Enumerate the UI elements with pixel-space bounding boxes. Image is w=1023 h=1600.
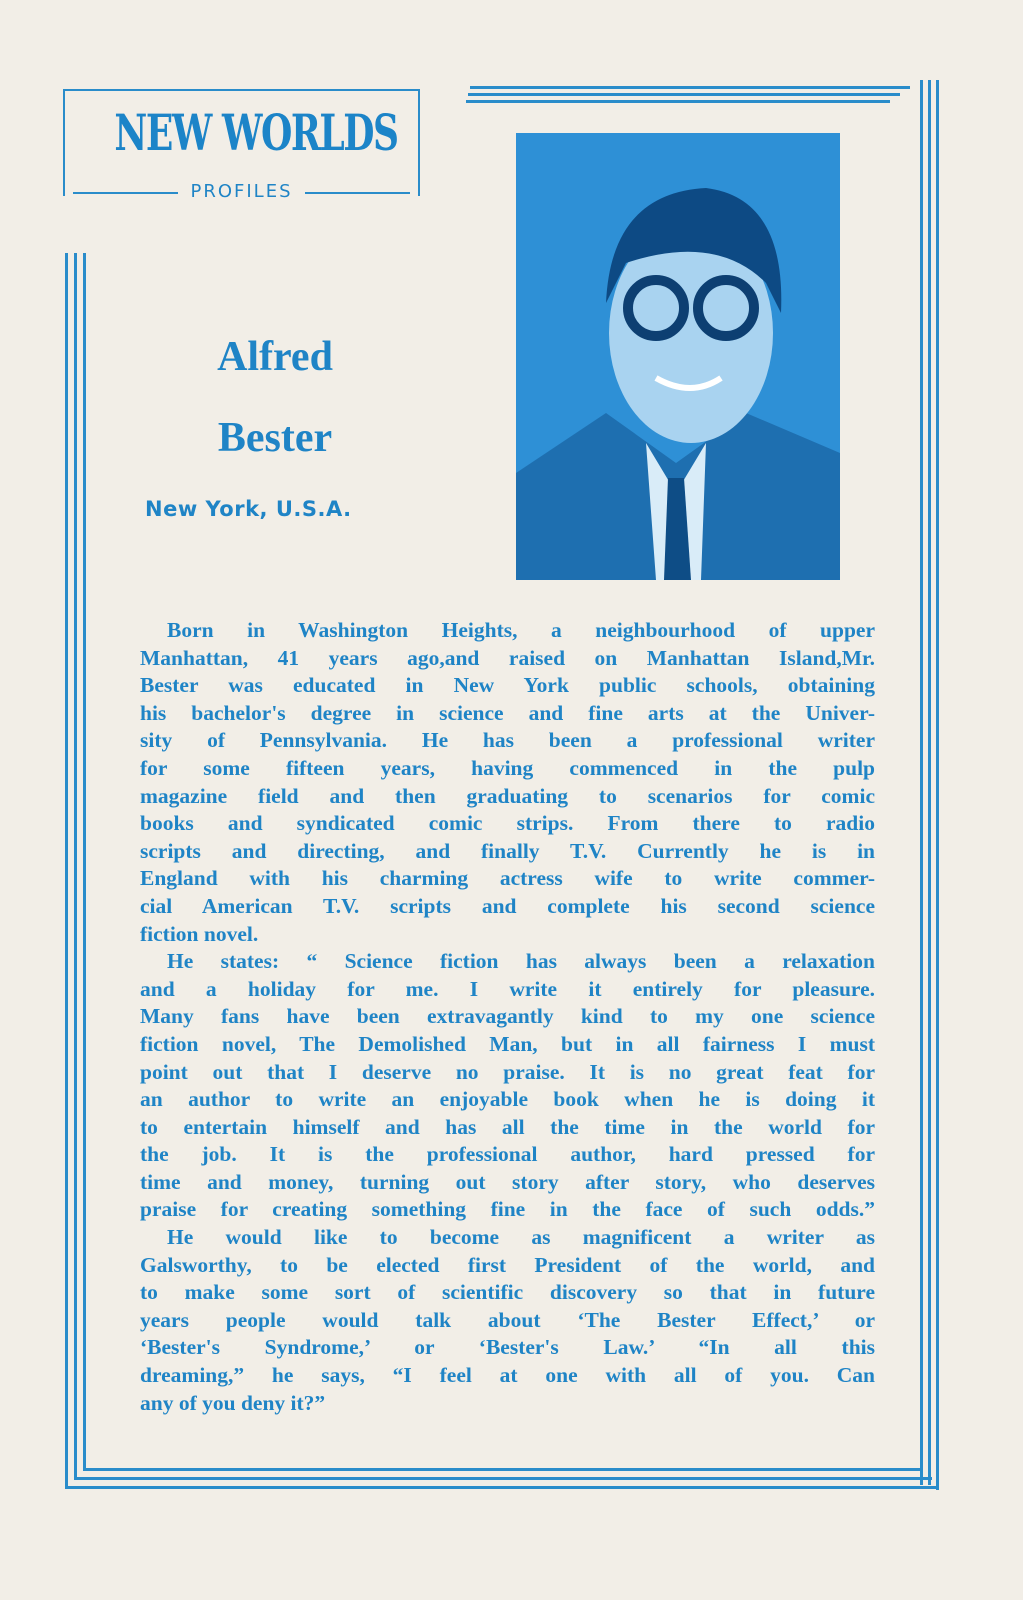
profile-body [140,617,875,1417]
border-top-line [468,93,900,96]
text-line: Many fans have been extravagantly kind to my one science [140,1004,875,1029]
author-first-name: Alfred [217,334,333,380]
text-line: ‘Bester's Syndrome,’ or ‘Bester's Law.’ “In all this [140,1335,875,1360]
text-line: cial American T.V. scripts and complete his second science [140,893,875,918]
text-line: an author to write an enjoyable book when he is doing it [140,1087,875,1112]
text-line: England with his charming actress wife to write commer- [140,866,875,891]
text-line: his bachelor's degree in science and fine arts at the Univer- [140,700,875,725]
text-line: Born in Washington Heights, a neighbourhood of upper [167,618,875,642]
border-top-line [470,86,910,89]
text-line: praise for creating something fine in the face of such odds.” [140,1197,875,1222]
text-line: time and money, turning out story after story, who deserves [140,1169,875,1194]
masthead [63,89,420,202]
paragraph [140,617,875,948]
text-line: to entertain himself and has all the time in the world for [140,1114,875,1139]
text-line: books and syndicated comic strips. From there to radio [140,811,875,836]
paragraph [140,1224,875,1417]
border-bottom-line [83,1468,923,1471]
text-line: Galsworthy, to be elected first President of the world, and [140,1252,875,1277]
border-left-line [65,253,68,1488]
text-line: sity of Pennsylvania. He has been a professional writer [140,728,875,753]
text-line: magazine field and then graduating to scenarios for comic [140,783,875,808]
paragraph [140,948,875,1224]
border-right-line [920,80,923,1485]
border-right-line [936,80,939,1490]
text-line: dreaming,” he says, “I feel at one with all of you. Can [140,1363,875,1388]
border-bottom-line [74,1477,932,1480]
masthead-title: NEW WORLDS [114,103,398,162]
author-location: New York, U.S.A. [145,497,352,521]
author-last-name: Bester [217,415,333,461]
text-line: to make some sort of scientific discovery so that in future [140,1280,875,1305]
text-line: and a holiday for me. I write it entirely for pleasure. [140,976,875,1001]
text-line: point out that I deserve no praise. It is no great feat for [140,1059,875,1084]
text-line: He states: “ Science fiction has always been a relaxation [167,949,875,974]
border-top-line [466,100,890,103]
text-line: years people would talk about ‘The Bester Effect,’ or [140,1307,875,1332]
masthead-subtitle: PROFILES [178,181,304,202]
text-line: the job. It is the professional author, hard pressed for [140,1142,875,1167]
text-line: fiction novel, The Demolished Man, but in all fairness I must [140,1031,875,1056]
text-line: for some fifteen years, having commenced in the pulp [140,755,875,780]
text-line: scripts and directing, and finally T.V. Currently he is in [140,838,875,863]
border-left-line [83,253,86,1468]
author-photo [516,133,840,580]
border-right-line [928,80,931,1485]
text-line: He would like to become as magnificent a writer as [167,1225,875,1250]
text-line: any of you deny it?” [140,1390,326,1415]
text-line: Bester was educated in New York public schools, obtaining [140,673,875,698]
text-line: Manhattan, 41 years ago,and raised on Manhattan Island,Mr. [140,645,875,670]
text-line: fiction novel. [140,921,259,946]
border-left-line [74,253,77,1478]
border-bottom-line [65,1486,939,1489]
